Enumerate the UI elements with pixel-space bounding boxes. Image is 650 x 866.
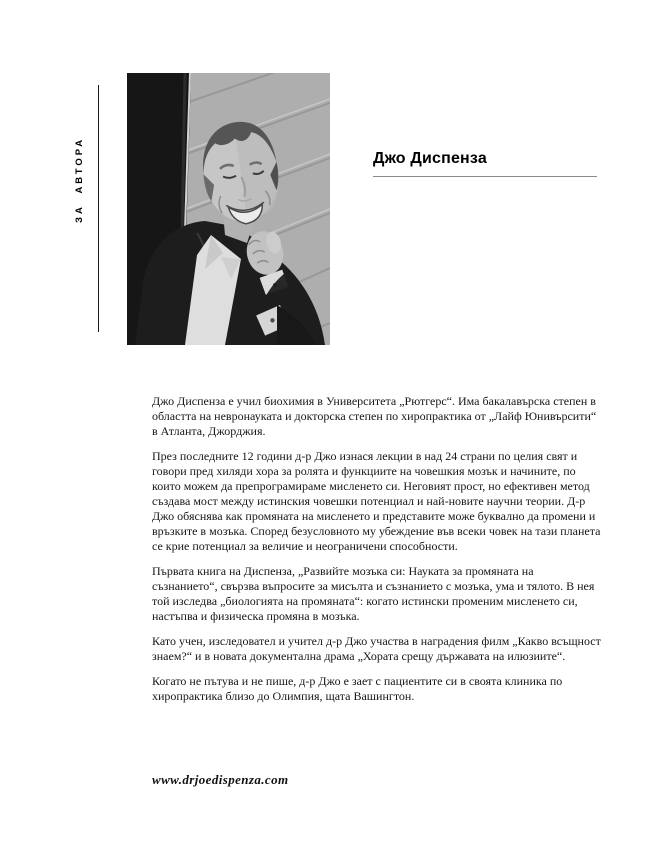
author-name-heading: Джо Диспенза xyxy=(373,150,487,167)
bio-paragraph-clinic: Когато не пътува и не пише, д-р Джо е зает с пациентите си в своята клиника по хиропрактика близо до Олимпия, щата Вашингтон. xyxy=(152,674,563,703)
bio-paragraph-films: Като учен, изследовател и учител д-р Джо участва в наградения филм „Какво всъщност знаем?“ и в новата документална драма „Хората срещу държавата на илюзиите“. xyxy=(152,634,601,663)
author-website-url: www.drjoedispenza.com xyxy=(152,772,289,787)
author-photo xyxy=(127,73,330,345)
biography-text-block xyxy=(152,394,602,714)
heading-underline-rule xyxy=(373,176,597,177)
section-label-vertical: ЗА АВТОРА xyxy=(74,136,85,223)
bio-paragraph-lectures: През последните 12 години д-р Джо изнася лекции в над 24 страни по целия свят и говори пред хиляди хора за ролята и функциите на човешкия мозък и начините, по които можем да препрограмираме мисленето си. Неговият прост, но ефективен метод създава мост между истинския човешки потенциал и най-новите научни теории. Д-р Джо обяснява как промяната на мисленето и представите може буквално да промени и връзките в мозъка. Според безусловното му убеждение във всеки човек на тази планета се крие потенциал за величие и неограничени способности. xyxy=(152,449,601,553)
portrait-illustration xyxy=(127,73,330,345)
bio-paragraph-first-book: Първата книга на Диспенза, „Развийте мозъка си: Науката за промяната на съзнанието“, свързва въпросите за мисълта и съзнанието с мозъка, ума и тялото. В нея той изследва „биологията на промяната“: когато истински променим мисленето си, настъпва и физическа промяна в мозъка. xyxy=(152,564,595,623)
bio-paragraph-education: Джо Диспенза е учил биохимия в Университета „Рютгерс“. Има бакалавърска степен в областта на невронауката и докторска степен по хиропрактика от „Лайф Юнивърсити“ в Атланта, Джорджия. xyxy=(152,394,597,438)
sidebar-vertical-rule xyxy=(98,85,99,332)
